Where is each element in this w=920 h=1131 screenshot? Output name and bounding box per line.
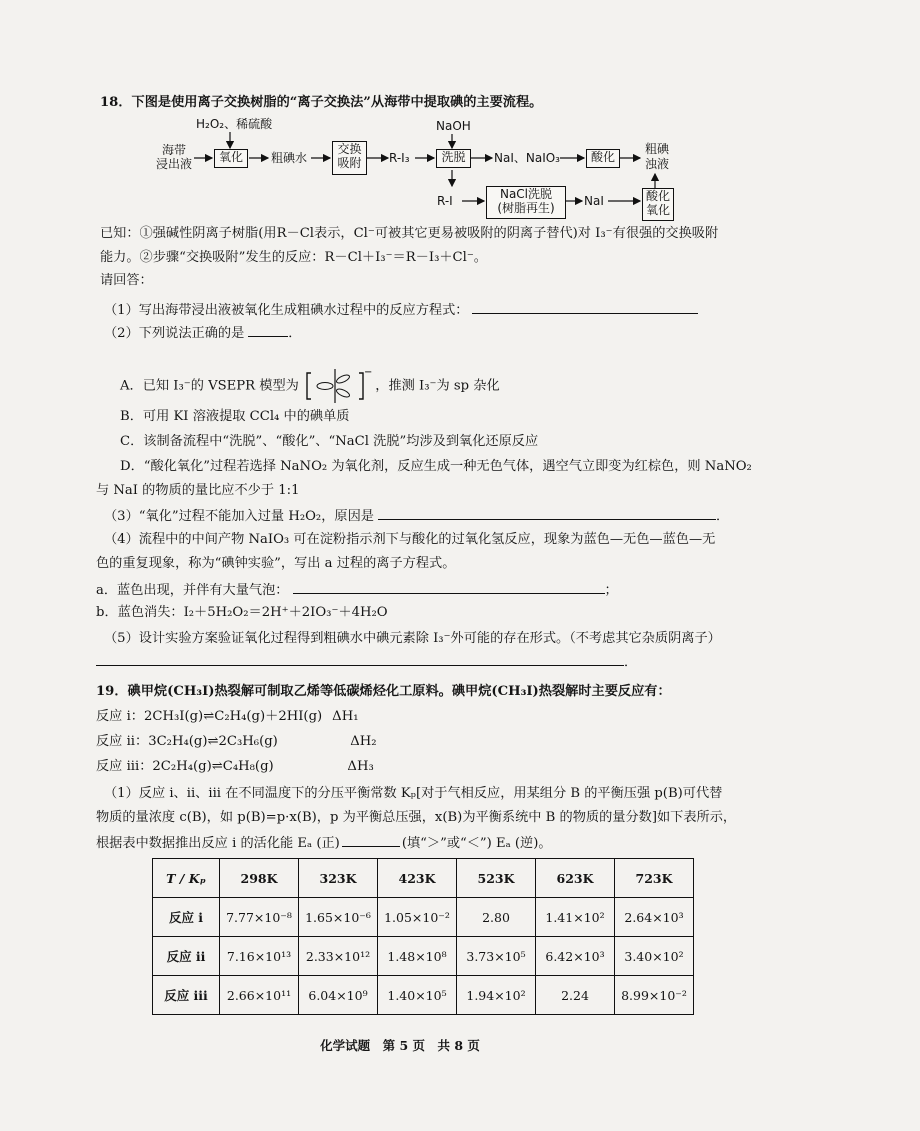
box-exchange	[332, 141, 367, 175]
temp-323: 323K	[299, 859, 378, 898]
q18-part4-a: a．蓝色出现，并伴有大量气泡： ；	[96, 580, 896, 599]
flow-start-line2: 浸出液	[156, 157, 193, 171]
table-header-row	[153, 859, 694, 898]
box-oxidize: 氧化	[214, 149, 248, 168]
reagent-h2o2: H₂O₂、稀硫酸	[196, 117, 273, 131]
row-label: 反应 i	[153, 898, 220, 937]
box-nacl-line2: (树脂再生)	[497, 201, 555, 215]
reaction-2-dh: ΔH₂	[350, 734, 377, 749]
option-c: C．该制备流程中“洗脱”、“酸化”、“NaCl 洗脱”均涉及到氧化还原反应	[120, 434, 539, 449]
q18-part4-b: b．蓝色消失：I₂＋5H₂O₂＝2H⁺＋2IO₃⁻＋4H₂O	[96, 605, 388, 620]
table-cell: 2.66×10¹¹	[220, 976, 299, 1015]
reaction-3-label: 反应 iii：	[96, 759, 153, 774]
reaction-1-label: 反应 i：	[96, 709, 144, 724]
q19-part1-line3-a: 根据表中数据推出反应 i 的活化能 Eₐ (正)	[96, 836, 340, 851]
temp-298: 298K	[220, 859, 299, 898]
answer-blank-18-1[interactable]	[472, 300, 698, 314]
known-line1: 已知：①强碱性阴离子树脂(用R－Cl表示，Cl⁻可被其它更易被吸附的阴离子替代)对 I₃⁻有很强的交换吸附	[100, 226, 719, 241]
flow-start-line1: 海带	[162, 143, 187, 157]
box-acid-oxidize-line1: 酸化	[645, 189, 670, 203]
option-a-pre: A．已知 I₃⁻的 VSEPR 模型为	[120, 378, 299, 394]
kp-table	[152, 858, 694, 1015]
table-cell: 1.40×10⁵	[378, 976, 457, 1015]
q18-part1	[104, 300, 904, 319]
box-exchange-line2: 吸附	[337, 156, 362, 170]
crude-iodine-line2: 浊液	[645, 157, 670, 171]
vsepr-model-figure	[305, 367, 373, 405]
reaction-2	[96, 733, 896, 750]
table-cell: 3.73×10⁵	[457, 937, 536, 976]
q19-part1-line2: 物质的量浓度 c(B)，如 p(B)=p·x(B)，p 为平衡总压强，x(B)为平衡系统中 B 的物质的量分数]如下表所示，	[96, 810, 737, 825]
nai-naio3-label: NaI、NaIO₃	[494, 151, 560, 165]
table-cell: 1.65×10⁻⁶	[299, 898, 378, 937]
crude-iodine-line1: 粗碘	[645, 142, 670, 156]
table-row	[153, 976, 694, 1015]
q18-part3-text: （3）“氧化”过程不能加入过量 H₂O₂，原因是	[104, 509, 374, 524]
temp-723: 723K	[615, 859, 694, 898]
answer-blank-18-4a[interactable]	[293, 580, 605, 594]
option-b: B．可用 KI 溶液提取 CCl₄ 中的碘单质	[120, 409, 350, 424]
option-a	[120, 367, 920, 405]
box-acid-oxidize-line2: 氧化	[645, 203, 670, 217]
reaction-1-equation: 2CH₃I(g)⇌C₂H₄(g)＋2HI(g)	[143, 709, 323, 724]
q18-part5: （5）设计实验方案验证氧化过程得到粗碘水中碘元素除 I₃⁻外可能的存在形式。（不考虑其它杂质阴离子）	[104, 631, 721, 646]
box-nacl-line1: NaCl洗脱	[499, 187, 553, 201]
reaction-2-equation: 3C₂H₄(g)⇌2C₃H₆(g)	[148, 734, 278, 749]
table-row	[153, 898, 694, 937]
table-cell: 2.80	[457, 898, 536, 937]
reaction-3-dh: ΔH₃	[347, 759, 374, 774]
answer-blank-18-2[interactable]	[248, 323, 288, 337]
row-label: 反应 iii	[153, 976, 220, 1015]
q19-part1-line3-b: (填“＞”或“＜”) Eₐ (逆)。	[401, 836, 552, 851]
table-cell: 2.64×10³	[615, 898, 694, 937]
table-cell: 1.48×10⁸	[378, 937, 457, 976]
q19-intro: 19．碘甲烷(CH₃I)热裂解可制取乙烯等低碳烯烃化工原料。碘甲烷(CH₃I)热裂解时主要反应有：	[96, 684, 671, 699]
q18-part2: （2）下列说法正确的是 ．	[104, 323, 904, 342]
nai-label: NaI	[584, 194, 604, 208]
table-cell: 2.33×10¹²	[299, 937, 378, 976]
box-nacl-elute	[486, 186, 566, 219]
r-i3-label: R-I₃	[389, 151, 410, 165]
row-label: 反应 ii	[153, 937, 220, 976]
q18-part5-blank-line: ．	[96, 652, 896, 671]
table-cell: 3.40×10²	[615, 937, 694, 976]
q19-part1-line1: （1）反应 i、ii、iii 在不同温度下的分压平衡常数 Kₚ[对于气相反应，用某组分 B 的平衡压强 p(B)可代替	[104, 786, 723, 801]
temp-523: 523K	[457, 859, 536, 898]
box-acidify: 酸化	[586, 149, 620, 168]
svg-text:−: −	[364, 367, 373, 378]
option-a-post: ，推测 I₃⁻为 sp 杂化	[375, 378, 500, 394]
q18-part4-line1: （4）流程中的中间产物 NaIO₃ 可在淀粉指示剂下与酸化的过氧化氢反应，现象为蓝色—无色—蓝色—无	[104, 532, 716, 547]
q18-part2-text: （2）下列说法正确的是	[104, 326, 245, 341]
q19-part1-line3	[96, 833, 896, 852]
table-cell: 6.42×10³	[536, 937, 615, 976]
table-cell: 1.41×10²	[536, 898, 615, 937]
box-acid-oxidize	[642, 188, 674, 221]
q18-part3: （3）“氧化”过程不能加入过量 H₂O₂，原因是 ．	[104, 506, 904, 525]
reaction-1-dh: ΔH₁	[332, 709, 359, 724]
temp-423: 423K	[378, 859, 457, 898]
q18-title: 18．下图是使用离子交换树脂的“离子交换法”从海带中提取碘的主要流程。	[100, 95, 543, 110]
q18-part4-a-text: a．蓝色出现，并伴有大量气泡：	[96, 583, 289, 598]
answer-blank-19-1[interactable]	[342, 833, 400, 847]
answer-blank-18-3[interactable]	[378, 506, 716, 520]
answer-blank-18-5[interactable]	[96, 652, 624, 666]
table-cell: 2.24	[536, 976, 615, 1015]
temp-623: 623K	[536, 859, 615, 898]
known-line2: 能力。②步骤“交换吸附”发生的反应：R－Cl＋I₃⁻＝R－I₃＋Cl⁻。	[100, 250, 487, 265]
page-footer: 化学试题 第 5 页 共 8 页	[320, 1038, 480, 1053]
reagent-naoh: NaOH	[436, 119, 471, 133]
crude-iodine-water: 粗碘水	[271, 151, 308, 165]
q18-part4-line2: 色的重复现象，称为“碘钟实验”，写出 a 过程的离子方程式。	[96, 556, 456, 571]
box-elute: 洗脱	[436, 149, 471, 168]
table-row	[153, 937, 694, 976]
table-cell: 1.94×10²	[457, 976, 536, 1015]
box-exchange-line1: 交换	[337, 142, 362, 156]
reaction-1	[96, 708, 896, 725]
table-cell: 7.77×10⁻⁸	[220, 898, 299, 937]
r-i-label: R-I	[437, 194, 453, 208]
reaction-3	[96, 758, 896, 775]
table-cell: 6.04×10⁹	[299, 976, 378, 1015]
flow-arrows	[0, 0, 800, 240]
table-cell: 8.99×10⁻²	[615, 976, 694, 1015]
q18-part1-text: （1）写出海带浸出液被氧化生成粗碘水过程中的反应方程式：	[104, 303, 469, 318]
table-corner: T / Kₚ	[153, 859, 220, 898]
option-d-line2: 与 NaI 的物质的量比应不少于 1:1	[96, 483, 300, 498]
table-cell: 1.05×10⁻²	[378, 898, 457, 937]
answer-prompt: 请回答：	[100, 273, 153, 288]
table-cell: 7.16×10¹³	[220, 937, 299, 976]
reaction-2-label: 反应 ii：	[96, 734, 149, 749]
reaction-3-equation: 2C₂H₄(g)⇌C₄H₈(g)	[152, 759, 274, 774]
option-d-line1: D．“酸化氧化”过程若选择 NaNO₂ 为氧化剂，反应生成一种无色气体，遇空气立即变为红棕色，则 NaNO₂	[120, 459, 752, 474]
